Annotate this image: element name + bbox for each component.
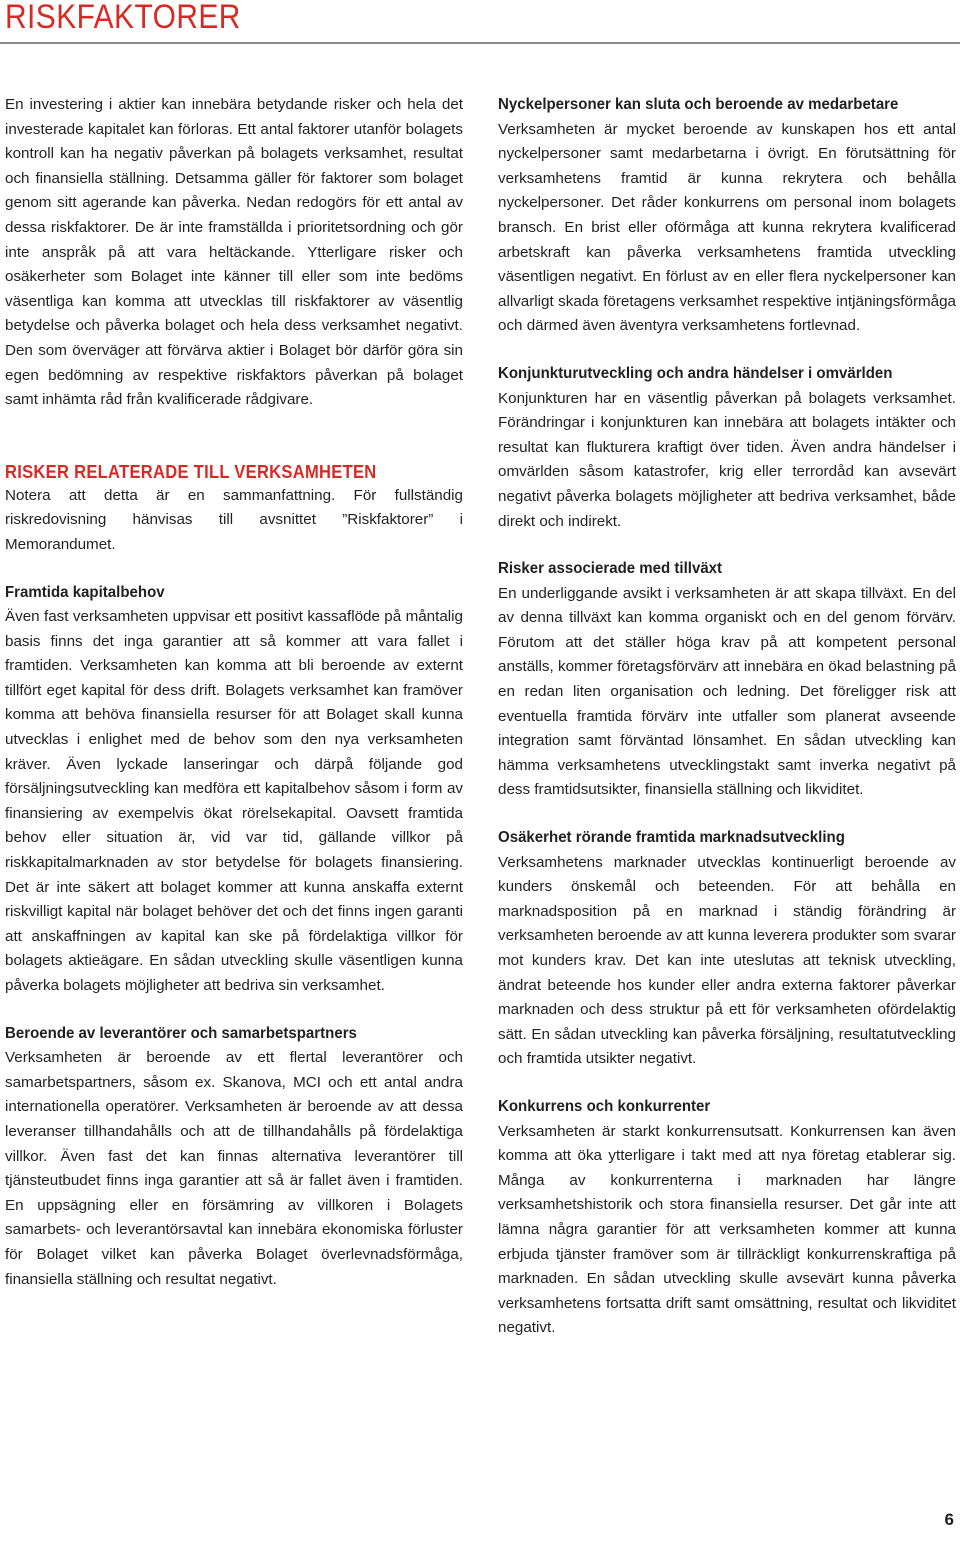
body-nyckelpersoner: Verksamheten är mycket beroende av kunskapen hos ett antal nyckelpersoner samt medarbetarna i övrigt. En förutsättning för verksamhetens framtid är kunna rekrytera och behålla nyckelpersoner. Det råder konkurrens om personal inom bolagets bransch. En brist eller oförmåga att kunna rekrytera kvalificerad arbetskraft kan påverka verksamhetens framtida utveckling väsentligen negativt. En förlust av en eller flera nyckelpersoner kan allvarligt skada företagens verksamhet respektive intjäningsförmåga och därmed även äventyra verksamhetens fortlevnad. <box>498 120 956 335</box>
heading-framtida-kapitalbehov: Framtida kapitalbehov <box>5 583 165 601</box>
section-note: Notera att detta är en sammanfattning. För fullständig riskredovisning hänvisas till avsnittet ”Riskfaktorer” i Memorandumet. <box>5 486 463 553</box>
title-rule <box>0 42 960 44</box>
heading-konjunktur: Konjunkturutveckling och andra händelser i omvärlden <box>498 364 893 382</box>
heading-tillvaxt: Risker associerade med tillväxt <box>498 560 723 578</box>
body-konjunktur: Konjunkturen har en väsentlig påverkan på bolagets verksamhet. Förändringar i konjunkturen kan innebära att bolagets intäkter och resultat kan flukturera kraftigt över tiden. Även andra händelser i omvärlden såsom katastrofer, krig eller terrordåd kan avsevärt negativt påverka bolagets möjligheter att bedriva verksamhet, både direkt och indirekt. <box>498 389 956 530</box>
left-column <box>5 93 463 1292</box>
heading-marknadsutveckling: Osäkerhet rörande framtida marknadsutveckling <box>498 829 845 847</box>
right-column <box>498 93 956 1341</box>
page-number: 6 <box>944 1510 954 1529</box>
body-leverantorer: Verksamheten är beroende av ett flertal leverantörer och samarbetspartners, såsom ex. Skanova, MCI och ett antal andra internationella operatörer. Verksamheten är beroende av att dessa leveranser tillhandahålls och att de tillhandahålls på fördelaktiga villkor. Även fast det kan finnas alternativa leverantörer till tjänsteutbudet finns inga garantier att så är fallet även i framtiden. En uppsägning eller en försämring av villkoren i Bolagets samarbets- och leverantörsavtal kan innebära ekonomiska förluster för Bolaget vilket kan påverka Bolaget överlevnadsförmåga, finansiella ställning och resultat negativt. <box>5 1049 463 1288</box>
body-marknadsutveckling: Verksamhetens marknader utvecklas kontinuerligt beroende av kunders önskemål och beteenden. För att behålla en marknadsposition på en marknad i ständig förändring är verksamheten beroende av att kunna leverera produkter som svarar mot kunders krav. Det kan inte uteslutas att teknisk utveckling, ändrat beteende hos kunder eller andra externa faktorer påverkar marknaden och dess struktur på ett för verksamheten ofördelaktig sätt. En sådan utveckling kan påverka försäljning, resultatutveckling och framtida utsikter negativt. <box>498 853 956 1068</box>
heading-leverantorer: Beroende av leverantörer och samarbetspartners <box>5 1024 357 1042</box>
body-konkurrens: Verksamheten är starkt konkurrensutsatt. Konkurrensen kan även komma att öka ytterligare i takt med att nya företag etablerar sig. Många av konkurrenterna i marknaden har längre verksamhetshistorik och stora finansiella resurser. Det går inte att lämna några garantier för att verksamheten kommer att kunna erbjuda tjänster framöver som är tillräckligt konkurrenskraftiga på marknaden. En sådan utveckling skulle avsevärt kunna påverka verksamhetens fortsatta drift samt omsättning, resultat och likviditet negativt. <box>498 1122 956 1337</box>
heading-konkurrens: Konkurrens och konkurrenter <box>498 1097 711 1115</box>
section-heading-risker: RISKER RELATERADE TILL VERKSAMHETEN <box>5 461 377 482</box>
body-framtida-kapitalbehov: Även fast verksamheten uppvisar ett positivt kassaflöde på måntalig basis finns det inga garantier att så kommer att vara fallet i framtiden. Verksamheten kan komma att bli beroende av externt tillfört eget kapital för dess drift. Bolagets verksamhet kan framöver komma att behöva finansiella resurser för att Bolaget skall kunna utvecklas i enlighet med de behov som den nya verksamheten kräver. Även lyckade lanseringar och därpå följande god försäljningsutveckling kan medföra ett kapitalbehov såsom i form av finansiering av exempelvis ökat rörelsekapital. Oavsett framtida behov eller situation är, vid var tid, gällande villkor på riskkapitalmarknaden av stor betydelse för bolagets finansiering. Det är inte säkert att bolaget kommer att kunna anskaffa externt riskvilligt kapital när bolaget behöver det och det finns ingen garanti att anskaffningen av kapital kan ske på fördelaktiga villkor för bolagets aktieägare. En sådan utveckling skulle väsentligen kunna påverka bolagets möjligheter att bedriva sin verksamhet. <box>5 608 463 994</box>
heading-nyckelpersoner: Nyckelpersoner kan sluta och beroende av medarbetare <box>498 96 899 113</box>
page-title: RISKFAKTORER <box>5 0 241 36</box>
body-tillvaxt: En underliggande avsikt i verksamheten är att skapa tillväxt. En del av denna tillväxt kan komma organiskt och en del genom förvärv. Förutom att det ställer höga krav på att kompetent personal anställs, kommer företagsförvärv att innebära en ökad belastning på en redan liten organisation och ledning. Det föreligger risk att eventuella framtida förvärv inte utfaller som planerat avseende integration samt förväntad lönsamhet. En sådan utveckling kan hämma verksamhetens utvecklingstakt samt inverka negativt på dess framtidsutsikter, finansiella ställning och likviditet. <box>498 584 956 799</box>
intro-paragraph: En investering i aktier kan innebära betydande risker och hela det investerade kapitalet kan förloras. Ett antal faktorer utanför bolagets kontroll kan ha negativ påverkan på bolagets verksamhet, resultat och finansiella ställning. Detsamma gäller för faktorer som bolaget genom sitt agerande kan påverka. Nedan redogörs för ett antal av dessa riskfaktorer. De är inte framställda i prioritetsordning och gör inte anspråk på att vara heltäckande. Ytterligare risker och osäkerheter som Bolaget inte känner till eller som inte bedöms väsentliga kan komma att utvecklas till riskfaktorer av väsentlig betydelse och påverka bolaget och hela dess verksamhet negativt. Den som överväger att förvärva aktier i Bolaget bör därför göra sin egen bedömning av respektive riskfaktors påverkan på bolaget samt inhämta råd från kvalificerade rådgivare. <box>5 96 463 409</box>
